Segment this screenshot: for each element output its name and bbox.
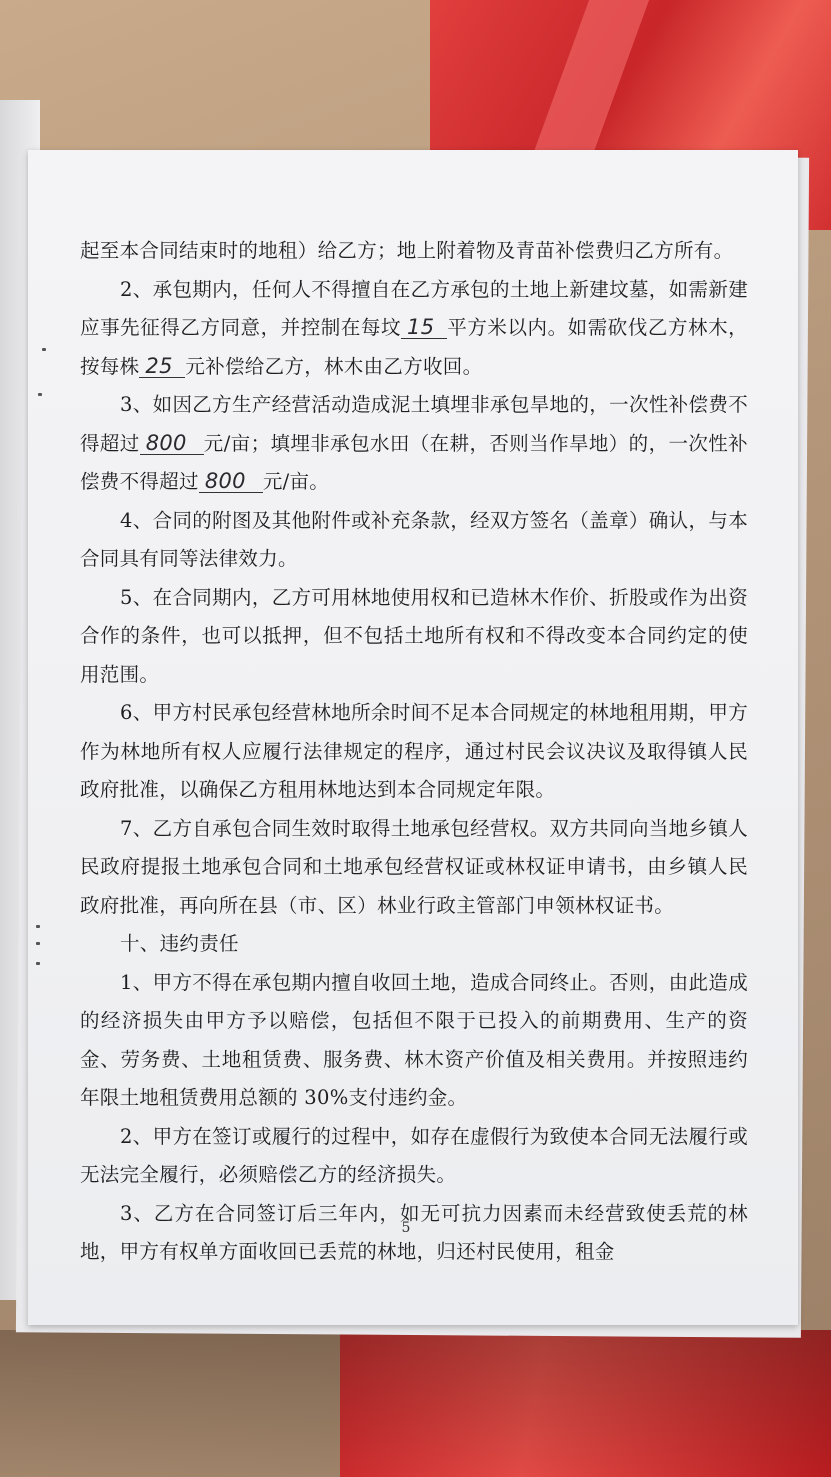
paragraph-text: 十、违约责任 — [120, 932, 239, 955]
margin-mark — [42, 348, 46, 351]
paragraph-text: 2、甲方在签订或履行的过程中，如存在虚假行为致使本合同无法履行或无法完全履行，必须赔偿乙方的经济损失。 — [80, 1124, 748, 1186]
paragraph-text: 4、合同的附图及其他附件或补充条款，经双方签名（盖章）确认，与本合同具有同等法律效力。 — [80, 508, 748, 570]
contract-text — [80, 232, 748, 1272]
paragraph-text: 元/亩；填埋非承包水田（在耕，否则当作旱地）的，一次性补偿费不得超过 — [80, 431, 748, 493]
shadow — [0, 1330, 831, 1477]
paragraph-text: 3、如因乙方生产经营活动造成泥土填埋非承包旱地的，一次性补偿费不得超过 — [80, 393, 748, 455]
paragraph-text: 元/亩。 — [262, 470, 330, 493]
margin-mark — [36, 942, 40, 945]
margin-mark — [36, 962, 40, 965]
paragraph-text: 6、甲方村民承包经营林地所余时间不足本合同规定的林地租用期，甲方作为林地所有权人应履行法律规定的程序，通过村民会议决议及取得镇人民政府批准，以确保乙方租用林地达到本合同规定年限。 — [80, 701, 748, 801]
paragraph-text: 元补偿给乙方，林木由乙方收回。 — [185, 354, 483, 378]
page-number: 5 — [401, 1220, 411, 1236]
paragraph-text: 平方米以内。如需砍伐乙方林木，按每株 — [80, 316, 748, 378]
paragraph-p2 — [80, 386, 748, 502]
paragraph-text: 起至本合同结束时的地租）给乙方；地上附着物及青苗补偿费归乙方所有。 — [80, 239, 734, 262]
paragraph-text: 2、承包期内，任何人不得擅自在乙方承包的土地上新建坟墓，如需新建应事先征得乙方同意，并控制在每坟 — [80, 277, 748, 339]
handwritten-value: 25 — [139, 355, 185, 378]
paragraph-p9 — [80, 1118, 748, 1195]
document-page — [28, 150, 798, 1325]
paragraph-text: 1、甲方不得在承包期内擅自收回土地，造成合同终止。否则，由此造成的经济损失由甲方予以赔偿，包括但不限于已投入的前期费用、生产的资金、劳务费、土地租赁费、服务费、林木资产价值及相关费用。并按照违约年限土地租赁费用总额的 30%支付违约金。 — [80, 970, 748, 1109]
handwritten-value: 800 — [140, 432, 204, 455]
margin-mark — [38, 393, 42, 396]
handwritten-value: 800 — [199, 470, 263, 493]
margin-mark — [36, 925, 40, 928]
paragraph-p3 — [80, 502, 748, 579]
paragraph-p4 — [80, 579, 748, 695]
handwritten-value: 15 — [401, 316, 447, 339]
paragraph-p0 — [80, 232, 748, 271]
paragraph-text: 5、在合同期内，乙方可用林地使用权和已造林木作价、折股或作为出资合作的条件，也可以抵押，但不包括土地所有权和不得改变本合同约定的使用范围。 — [80, 585, 748, 686]
paragraph-p1 — [80, 271, 748, 387]
paragraph-p7 — [80, 925, 748, 964]
paragraph-p8 — [80, 964, 748, 1118]
paragraph-p5 — [80, 694, 748, 810]
paragraph-p6 — [80, 810, 748, 926]
paragraph-text: 3、乙方在合同签订后三年内，如无可抗力因素而未经营致使丢荒的林地，甲方有权单方面收回已丢荒的林地，归还村民使用，租金 — [80, 1201, 748, 1263]
paragraph-text: 7、乙方自承包合同生效时取得土地承包经营权。双方共同向当地乡镇人民政府提报土地承包合同和土地承包经营权证或林权证申请书，由乡镇人民政府批准，再向所在县（市、区）林业行政主管部门申领林权证书。 — [80, 816, 748, 917]
